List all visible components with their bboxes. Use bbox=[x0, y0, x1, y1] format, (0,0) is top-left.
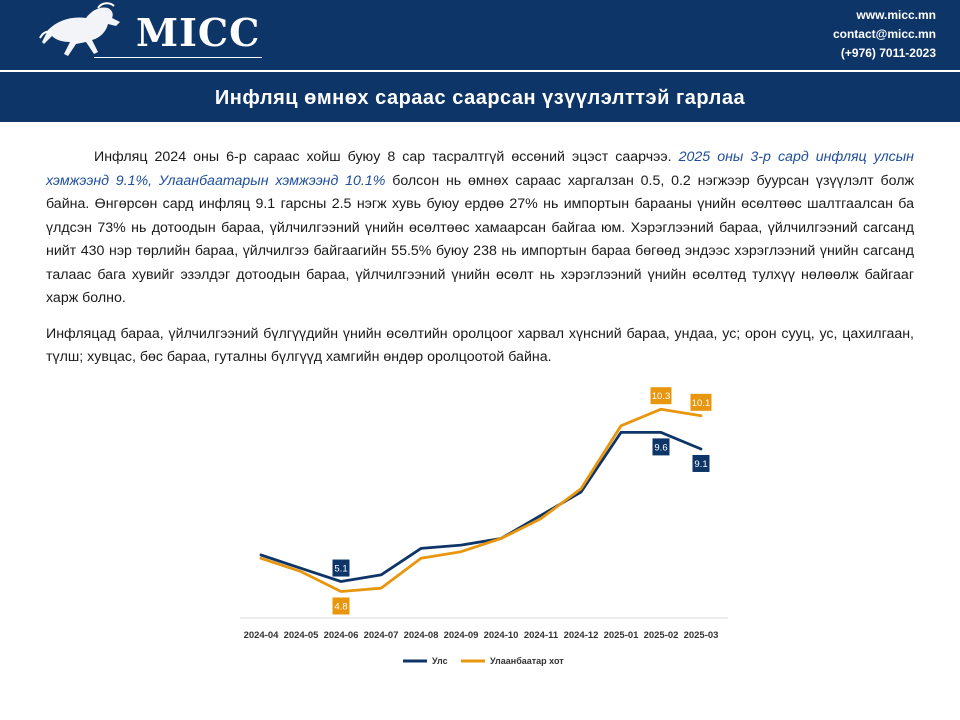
x-tick-label: 2024-10 bbox=[483, 630, 519, 641]
paragraph-1-text-b: болсон нь өмнөх сараас харгалзан 0.5, 0.2 нэгжээр буурсан үзүүлэлт болж байна. Өнгөрсөн сард инфляц 9.1 гарсны 2.5 нэгж хувь буюу ердөө 27% нь импортын барааны үнийн өсөлтөөс шалтгаалсан ба үлдсэн 73% нь дотоодын бараа, үйлчилгээний үнийн өсөлтөөс хамаарсан байгаа юм. Хэрэглээний бараа, үйлчилгээний сагсанд нийт 430 нэр төрлийн бараа, үйлчилгээ байгаагийн 55.5% буюу 238 нь импортын бараа бөгөөд эндээс хэрэглээний үнийн сагсанд талаас бага хувийг эзэлдэг дотоодын бараа, үйлчилгээний үнийн өсөлт нь хэрэглээний үнийн өсөлтөд тулхүү нөлөөлж байгааг харж болно. bbox=[46, 172, 914, 306]
paragraph-1 bbox=[46, 146, 914, 311]
legend-label: Улаанбаатар хот bbox=[490, 656, 564, 666]
email-link[interactable]: contact@micc.mn bbox=[832, 27, 936, 41]
phone-number: (+976) 7011-2023 bbox=[840, 46, 936, 60]
x-tick-label: 2024-09 bbox=[443, 630, 479, 641]
series-line-1 bbox=[261, 432, 701, 581]
logo-text: MICC bbox=[136, 10, 261, 55]
data-label bbox=[333, 560, 350, 577]
data-label bbox=[333, 597, 350, 614]
paragraph-1-highlight: 2025 оны 3-р сард инфляц улсын хэмжээнд 9.1%, Улаанбаатарын хэмжээнд 10.1% bbox=[46, 149, 914, 189]
paragraph-1-text-a: Инфляц 2024 оны 6-р сараас хойш буюу 8 сар тасралтгүй өссөний эцэст саарчээ. bbox=[94, 149, 679, 165]
data-label bbox=[691, 394, 712, 411]
x-tick-label: 2024-11 bbox=[523, 630, 559, 641]
paragraph-2: Инфляцад бараа, үйлчилгээний бүлгүүдийн үнийн өсөлтийн оролцоог харвал хүнсний бараа, ундаа, ус; орон сууц, ус, цахилгаан, түлш; хувцас, бөс бараа, гуталны бүлгүүд хамгийн өндөр оролцоотой байна. bbox=[46, 325, 914, 365]
logo-underline bbox=[94, 57, 262, 58]
contact-info bbox=[833, 6, 936, 63]
article-body bbox=[46, 146, 914, 382]
x-tick-label: 2024-12 bbox=[563, 630, 599, 641]
data-label-text: 9.1 bbox=[694, 458, 708, 470]
data-label-text: 10.1 bbox=[691, 397, 711, 409]
legend-label: Улс bbox=[432, 656, 448, 666]
x-tick-label: 2024-07 bbox=[363, 630, 399, 641]
website-link[interactable]: www.micc.mn bbox=[856, 8, 936, 22]
x-tick-label: 2024-08 bbox=[403, 630, 439, 641]
x-tick-label: 2025-01 bbox=[603, 630, 639, 641]
data-label bbox=[693, 455, 710, 472]
data-label-text: 5.1 bbox=[334, 563, 348, 575]
x-tick-label: 2025-02 bbox=[643, 630, 679, 641]
data-label bbox=[653, 438, 670, 455]
legend-item-1 bbox=[403, 656, 448, 666]
series-line-2 bbox=[261, 409, 701, 591]
x-tick-label: 2024-04 bbox=[243, 630, 279, 641]
data-label-text: 4.8 bbox=[334, 601, 348, 613]
inflation-line-chart bbox=[228, 378, 738, 678]
header bbox=[0, 0, 960, 70]
page-title: Инфляц өмнөх сараас саарсан үзүүлэлттэй гарлаа bbox=[0, 72, 960, 122]
x-tick-label: 2025-03 bbox=[683, 630, 719, 641]
legend-item-2 bbox=[461, 656, 564, 666]
data-label bbox=[651, 387, 672, 404]
x-tick-label: 2024-05 bbox=[283, 630, 319, 641]
data-label-text: 9.6 bbox=[654, 442, 668, 454]
x-tick-label: 2024-06 bbox=[323, 630, 359, 641]
data-label-text: 10.3 bbox=[651, 391, 671, 403]
